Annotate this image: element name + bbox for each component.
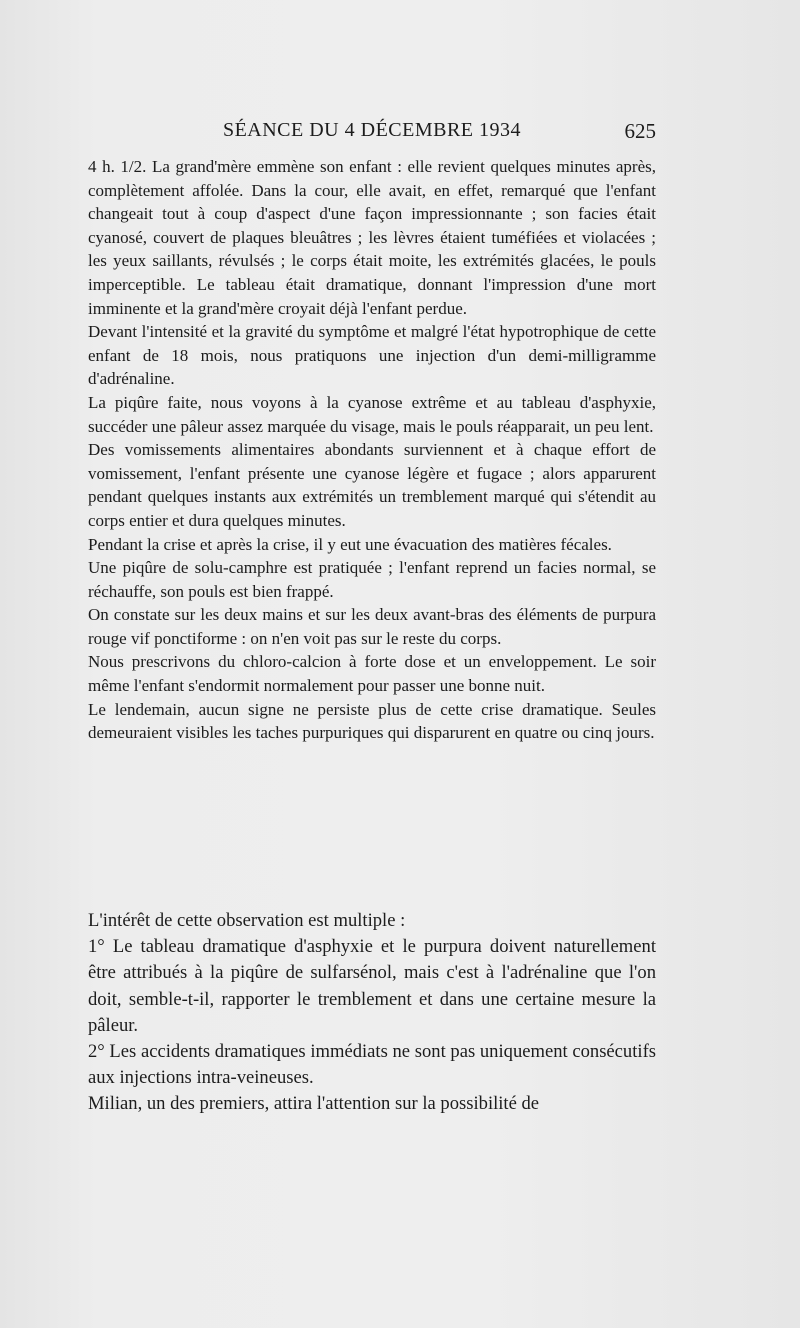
discussion-point-2: 2° Les accidents dramatiques immédiats ne sont pas uniquement consécutifs aux injections intra-veineuses. <box>88 1041 656 1089</box>
paragraph-6: Une piqûre de solu-camphre est pratiquée ; l'enfant reprend un facies normal, se réchauffe, son pouls est bien frappé. <box>88 558 656 601</box>
running-header <box>88 117 656 149</box>
case-report-text <box>88 155 656 745</box>
paragraph-4: Des vomissements alimentaires abondants surviennent et à chaque effort de vomissement, l'enfant présente une cyanose légère et fugace ; alors apparurent pendant quelques instants aux extrémités un tremblement marqué qui s'étendit au corps entier et dura quelques minutes. <box>88 440 656 530</box>
paragraph-2: Devant l'intensité et la gravité du symptôme et malgré l'état hypotrophique de cette enfant de 18 mois, nous pratiquons une injection d'un demi-milligramme d'adrénaline. <box>88 322 656 389</box>
paragraph-9: Le lendemain, aucun signe ne persiste plus de cette crise dramatique. Seules demeuraient visibles les taches purpuriques qui disparurent en quatre ou cinq jours. <box>88 699 656 743</box>
paragraph-7: On constate sur les deux mains et sur les deux avant-bras des éléments de purpura rouge vif ponctiforme : on n'en voit pas sur le reste du corps. <box>88 605 656 648</box>
discussion-text <box>88 908 656 1118</box>
discussion-heading: L'intérêt de cette observation est multiple : <box>88 910 406 931</box>
discussion-paragraph-3: Milian, un des premiers, attira l'attention sur la possibilité de <box>88 1093 540 1115</box>
running-title: SÉANCE DU 4 DÉCEMBRE 1934 <box>222 119 522 141</box>
paragraph-5: Pendant la crise et après la crise, il y eut une évacuation des matières fécales. <box>88 534 612 554</box>
discussion-point-1: 1° Le tableau dramatique d'asphyxie et le purpura doivent naturellement être attribués à la piqûre de sulfarsénol, mais c'est à l'adrénaline que l'on doit, semble-t-il, rapporter le tremblement et dans une certaine mesure la pâleur. <box>88 936 656 1036</box>
page-number: 625 <box>624 119 656 143</box>
paragraph-3: La piqûre faite, nous voyons à la cyanose extrême et au tableau d'asphyxie, succéder une pâleur assez marquée du visage, mais le pouls réapparait, un peu lent. <box>88 392 656 436</box>
paragraph-8: Nous prescrivons du chloro-calcion à forte dose et un enveloppement. Le soir même l'enfant s'endormit normalement pour passer une bonne nuit. <box>88 652 656 696</box>
paragraph-1: 4 h. 1/2. La grand'mère emmène son enfant : elle revient quelques minutes après, complètement affolée. Dans la cour, elle avait, en effet, remarqué que l'enfant changeait tout à coup d'aspect d'une façon impressionnante ; son facies était cyanosé, couvert de plaques bleuâtres ; les lèvres étaient tuméfiées et violacées ; les yeux saillants, révulsés ; le corps était moite, les extrémités glacées, le pouls imperceptible. Le tableau était dramatique, donnant l'impression d'une mort imminente et la grand'mère croyait déjà l'enfant perdue. <box>88 157 656 318</box>
